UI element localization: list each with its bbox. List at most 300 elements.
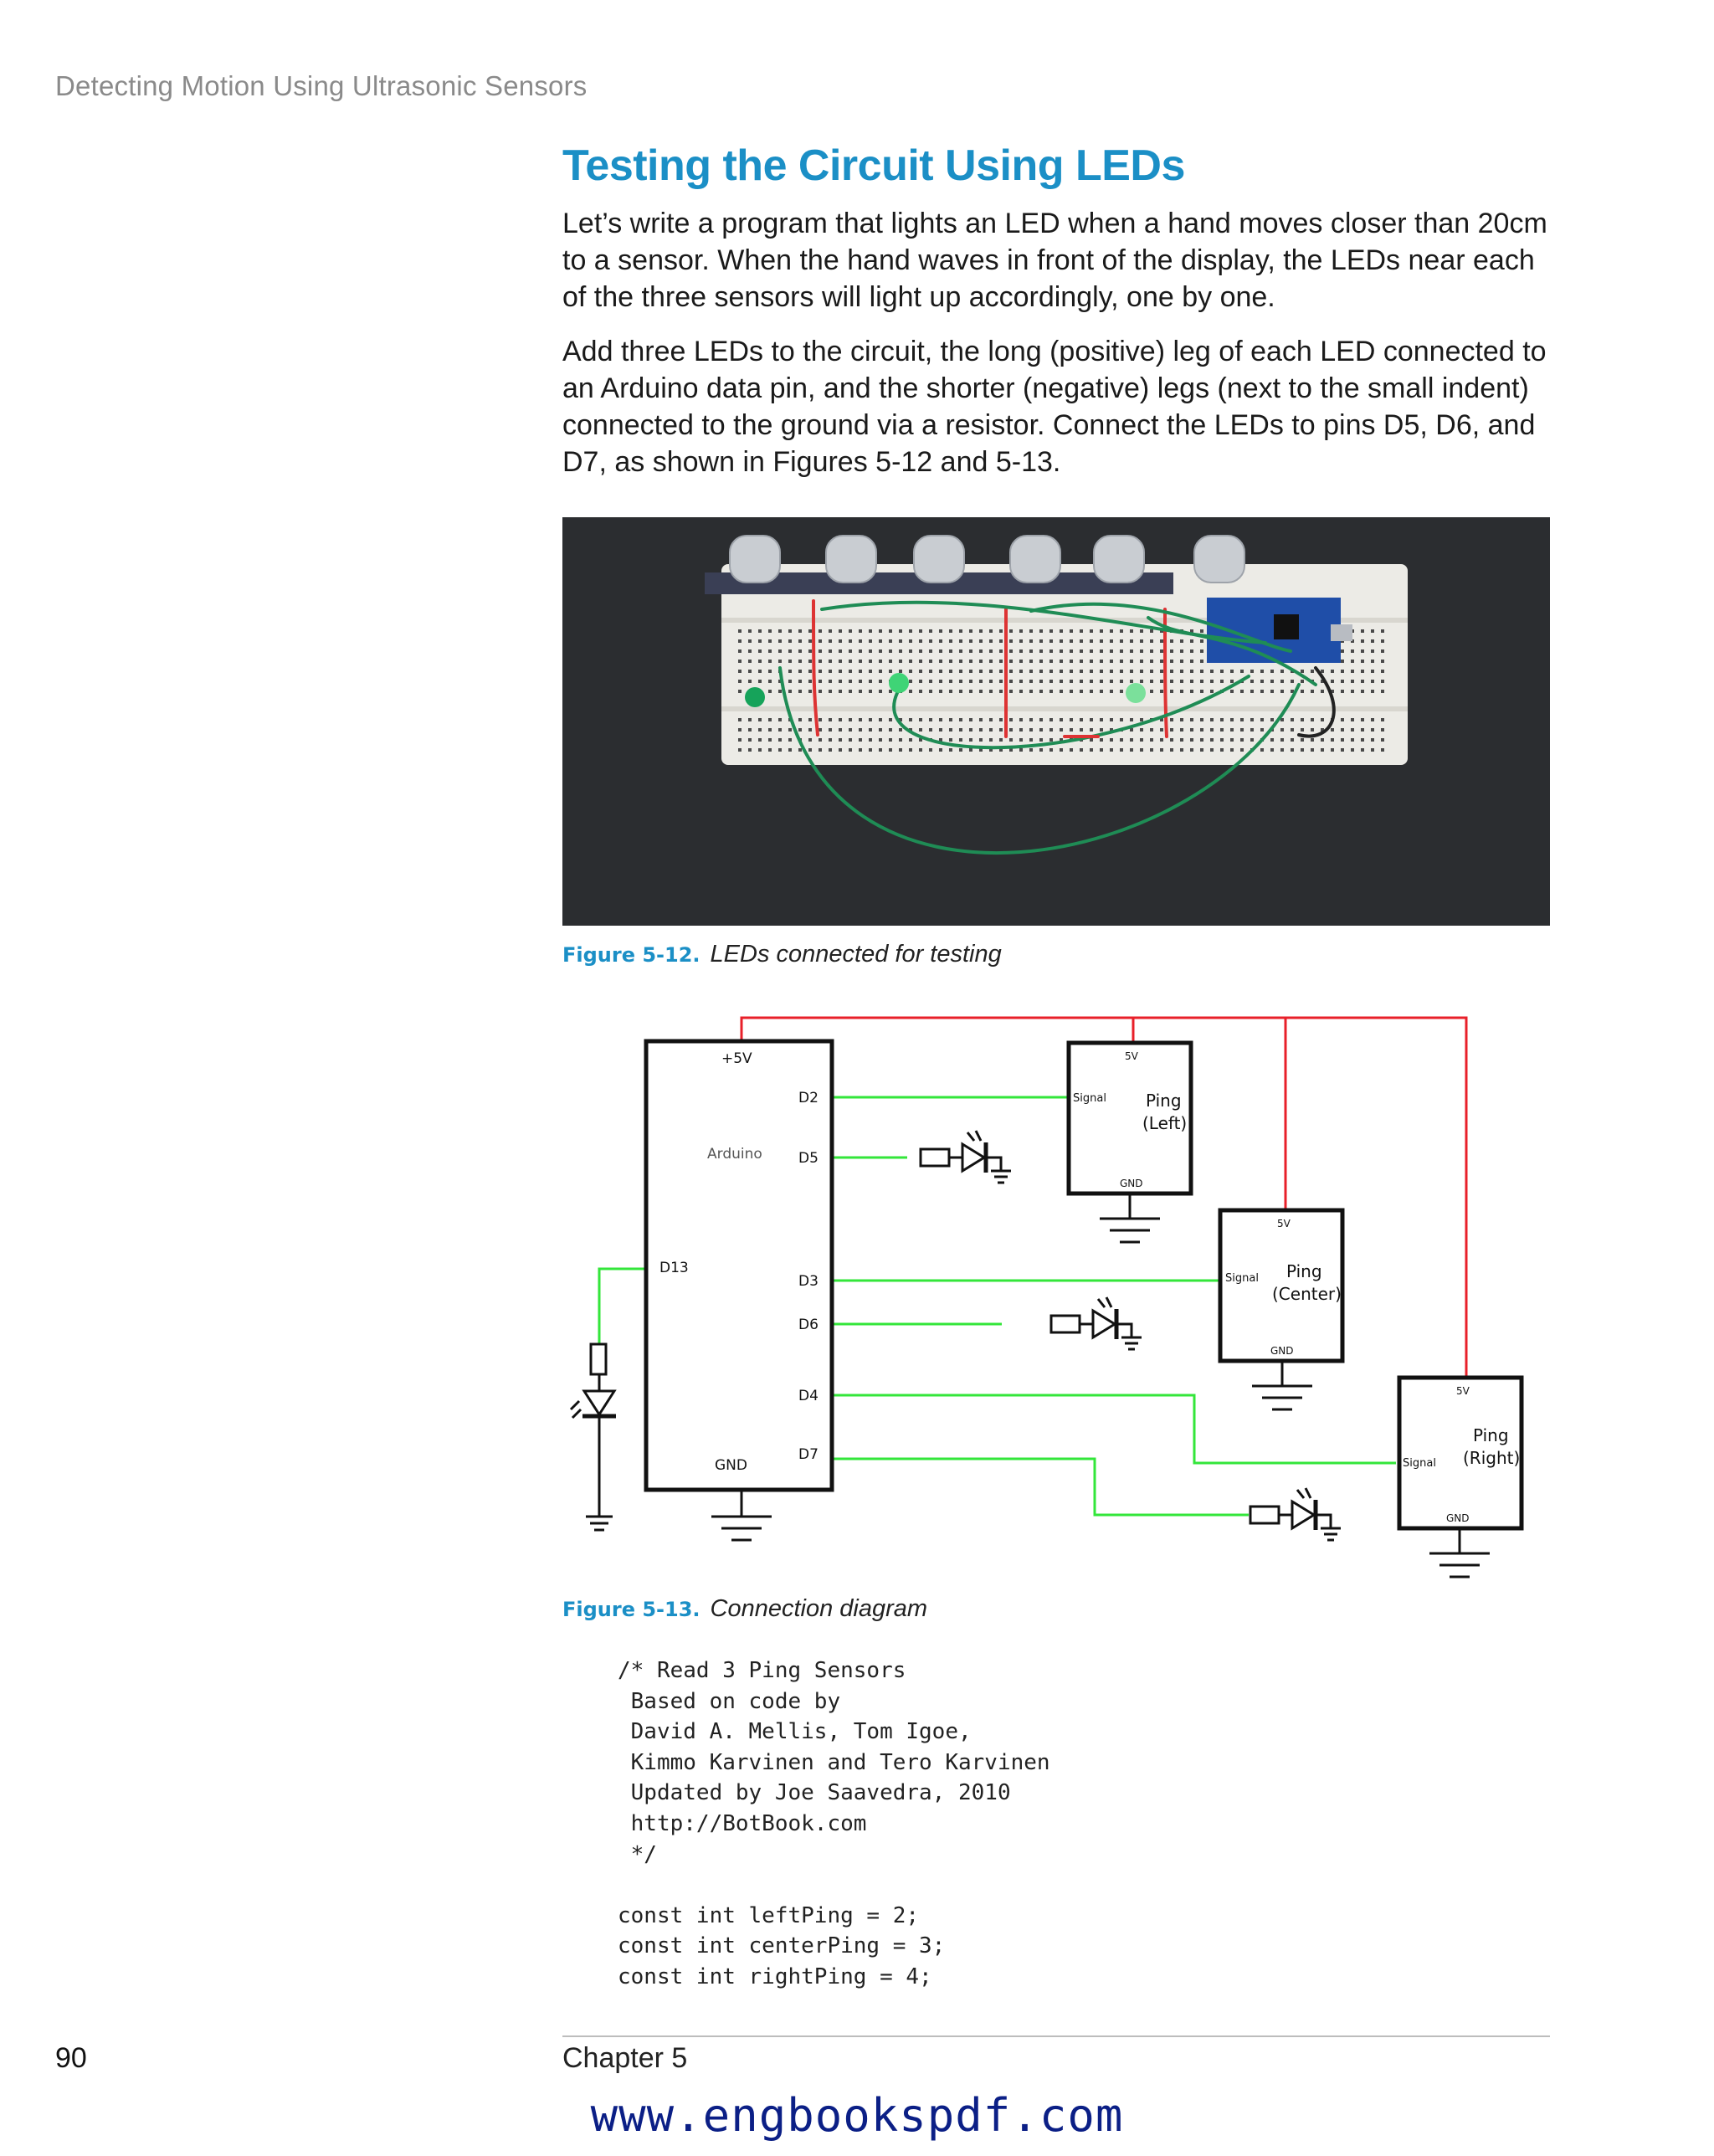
breadboard-hole <box>839 738 842 742</box>
led-resistor-group <box>1250 1488 1341 1540</box>
code-listing: /* Read 3 Ping Sensors Based on code by David A. Mellis, Tom Igoe, Kimmo Karvinen and Tero Karvinen Updated by Joe Saavedra, 2010 http://BotBook.com */ const int leftPing = 2; const int centerPing = 3; const int rightPing = 4; <box>618 1658 1050 1989</box>
breadboard-hole <box>999 660 1003 663</box>
breadboard-hole <box>1080 690 1083 693</box>
breadboard-hole <box>748 639 752 643</box>
breadboard-hole <box>1180 639 1183 643</box>
breadboard-hole <box>1130 649 1133 653</box>
breadboard-hole <box>768 639 772 643</box>
breadboard-hole <box>1110 660 1113 663</box>
breadboard-hole <box>778 738 782 742</box>
breadboard-hole <box>1110 680 1113 683</box>
breadboard-hole <box>1260 670 1264 673</box>
breadboard-hole <box>879 738 882 742</box>
breadboard-hole <box>1080 649 1083 653</box>
breadboard-hole <box>1100 660 1103 663</box>
breadboard-hole <box>808 649 812 653</box>
breadboard-hole <box>1361 649 1364 653</box>
breadboard-hole <box>929 728 932 732</box>
ultrasonic-transducer <box>730 536 780 583</box>
breadboard-hole <box>839 690 842 693</box>
breadboard-hole <box>1160 670 1163 673</box>
led-symbol <box>584 1391 614 1414</box>
breadboard-hole <box>1009 738 1013 742</box>
breadboard-hole <box>1321 670 1324 673</box>
breadboard-hole <box>768 728 772 732</box>
breadboard-hole <box>889 738 892 742</box>
breadboard-hole <box>1130 670 1133 673</box>
breadboard-hole <box>788 738 792 742</box>
breadboard-hole <box>758 680 762 683</box>
breadboard-hole <box>1039 738 1043 742</box>
breadboard-hole <box>1301 690 1304 693</box>
breadboard-hole <box>1110 649 1113 653</box>
breadboard-hole <box>1361 639 1364 643</box>
breadboard-hole <box>869 728 872 732</box>
breadboard-hole <box>1049 748 1053 752</box>
breadboard-hole <box>939 690 942 693</box>
breadboard-hole <box>1351 690 1354 693</box>
led-symbol <box>1292 1502 1314 1528</box>
breadboard-hole <box>1371 649 1374 653</box>
breadboard-hole <box>879 649 882 653</box>
breadboard-hole <box>1301 680 1304 683</box>
breadboard-hole <box>869 748 872 752</box>
breadboard-hole <box>1130 629 1133 633</box>
breadboard-hole <box>1381 748 1384 752</box>
breadboard-hole <box>1100 649 1103 653</box>
breadboard-hole <box>899 738 902 742</box>
breadboard-hole <box>1110 718 1113 721</box>
breadboard-hole <box>1060 680 1063 683</box>
breadboard-hole <box>959 670 962 673</box>
breadboard-hole <box>999 629 1003 633</box>
instructions-paragraph: Add three LEDs to the circuit, the long (positive) leg of each LED connected to an Arduino data pin, and the shorter (negative) legs (next to the small indent) connected to the ground via a resistor. Connect the LEDs to pins D5, D6, and D7, as shown in Figures 5-12 and 5-13. <box>562 336 1547 478</box>
breadboard-hole <box>1331 738 1334 742</box>
breadboard-hole <box>1060 660 1063 663</box>
breadboard-hole <box>778 649 782 653</box>
breadboard-hole <box>748 649 752 653</box>
breadboard-hole <box>1311 690 1314 693</box>
breadboard-hole <box>939 748 942 752</box>
ground-symbol <box>1100 1194 1160 1242</box>
breadboard-hole <box>959 718 962 721</box>
breadboard-hole <box>989 670 993 673</box>
breadboard-hole <box>1381 728 1384 732</box>
breadboard-hole <box>1140 629 1143 633</box>
breadboard-hole <box>1100 748 1103 752</box>
breadboard-hole <box>748 670 752 673</box>
breadboard-hole <box>1200 718 1203 721</box>
breadboard-hole <box>1180 718 1183 721</box>
breadboard-hole <box>1150 649 1153 653</box>
breadboard-hole <box>1150 660 1153 663</box>
breadboard-hole <box>1220 718 1224 721</box>
breadboard-hole <box>1090 748 1093 752</box>
breadboard-hole <box>1371 690 1374 693</box>
breadboard-hole <box>829 629 832 633</box>
breadboard-hole <box>869 670 872 673</box>
breadboard-hole <box>819 680 822 683</box>
breadboard-hole <box>989 728 993 732</box>
breadboard-hole <box>879 718 882 721</box>
breadboard-hole <box>738 690 742 693</box>
breadboard-hole <box>1009 639 1013 643</box>
breadboard-hole <box>778 690 782 693</box>
breadboard-hole <box>849 649 852 653</box>
breadboard-hole <box>1140 738 1143 742</box>
breadboard-hole <box>1150 748 1153 752</box>
ping-left-signal: Signal <box>1073 1092 1106 1105</box>
breadboard-hole <box>1291 728 1294 732</box>
breadboard-hole <box>798 660 802 663</box>
breadboard-hole <box>939 660 942 663</box>
breadboard-hole <box>869 629 872 633</box>
breadboard-hole <box>939 670 942 673</box>
resistor <box>1250 1507 1279 1523</box>
breadboard-hole <box>1351 718 1354 721</box>
breadboard-hole <box>1150 639 1153 643</box>
breadboard-hole <box>919 649 922 653</box>
breadboard-hole <box>949 718 952 721</box>
breadboard-hole <box>1210 680 1214 683</box>
breadboard-hole <box>1160 649 1163 653</box>
breadboard-hole <box>1371 660 1374 663</box>
breadboard-hole <box>1060 629 1063 633</box>
breadboard-hole <box>929 639 932 643</box>
ping-right-name: Ping <box>1473 1425 1509 1445</box>
breadboard-hole <box>939 718 942 721</box>
breadboard-hole <box>1029 748 1033 752</box>
breadboard-hole <box>1019 629 1023 633</box>
breadboard-hole <box>1170 738 1173 742</box>
breadboard-hole <box>1100 639 1103 643</box>
breadboard-hole <box>1321 738 1324 742</box>
breadboard-hole <box>939 649 942 653</box>
breadboard-hole <box>1341 649 1344 653</box>
breadboard-hole <box>899 728 902 732</box>
breadboard-hole <box>829 728 832 732</box>
breadboard-hole <box>738 738 742 742</box>
breadboard-hole <box>1341 738 1344 742</box>
breadboard-hole <box>819 649 822 653</box>
breadboard-hole <box>979 718 983 721</box>
breadboard-hole <box>1070 649 1073 653</box>
breadboard-hole <box>1160 738 1163 742</box>
breadboard-hole <box>1160 660 1163 663</box>
breadboard-hole <box>839 629 842 633</box>
breadboard-hole <box>1120 738 1123 742</box>
breadboard-hole <box>1110 738 1113 742</box>
breadboard-hole <box>1210 738 1214 742</box>
breadboard-hole <box>839 680 842 683</box>
breadboard-hole <box>1301 748 1304 752</box>
breadboard-hole <box>758 738 762 742</box>
breadboard-hole <box>758 629 762 633</box>
breadboard-hole <box>1080 629 1083 633</box>
breadboard-hole <box>758 718 762 721</box>
breadboard-hole <box>859 639 862 643</box>
breadboard-hole <box>748 748 752 752</box>
breadboard-hole <box>1009 649 1013 653</box>
breadboard-hole <box>979 649 983 653</box>
breadboard-hole <box>849 718 852 721</box>
figure-caption-text: Connection diagram <box>710 1595 928 1622</box>
led-green <box>1126 683 1146 703</box>
breadboard-hole <box>879 639 882 643</box>
breadboard-hole <box>1260 680 1264 683</box>
breadboard-hole <box>1270 670 1274 673</box>
breadboard-hole <box>808 670 812 673</box>
breadboard-hole <box>979 629 983 633</box>
ping-left-side: (Left) <box>1142 1113 1188 1133</box>
breadboard-hole <box>849 670 852 673</box>
breadboard-hole <box>1341 690 1344 693</box>
breadboard-hole <box>869 649 872 653</box>
breadboard-hole <box>909 670 912 673</box>
ultrasonic-transducer <box>914 536 964 583</box>
breadboard-hole <box>1009 670 1013 673</box>
breadboard-hole <box>1170 649 1173 653</box>
breadboard-hole <box>839 728 842 732</box>
breadboard-hole <box>829 690 832 693</box>
breadboard-hole <box>1210 690 1214 693</box>
breadboard-hole <box>1341 718 1344 721</box>
breadboard-hole <box>819 639 822 643</box>
breadboard-hole <box>979 738 983 742</box>
breadboard-hole <box>1080 639 1083 643</box>
ping-right-gnd: GND <box>1446 1512 1470 1524</box>
breadboard-hole <box>1039 690 1043 693</box>
breadboard-hole <box>1260 690 1264 693</box>
breadboard-hole <box>798 639 802 643</box>
signal-line-d4 <box>832 1395 1396 1463</box>
breadboard-hole <box>1190 670 1193 673</box>
breadboard-hole <box>1019 670 1023 673</box>
breadboard-hole <box>1049 728 1053 732</box>
breadboard-hole <box>738 748 742 752</box>
breadboard-hole <box>1060 690 1063 693</box>
breadboard-hole <box>1009 690 1013 693</box>
breadboard-hole <box>1070 690 1073 693</box>
breadboard-hole <box>1120 649 1123 653</box>
breadboard-hole <box>1240 738 1244 742</box>
breadboard-hole <box>919 718 922 721</box>
breadboard-hole <box>1301 738 1304 742</box>
breadboard-hole <box>1250 690 1254 693</box>
breadboard-hole <box>1371 728 1374 732</box>
breadboard-hole <box>929 748 932 752</box>
pin-d2-label: D2 <box>798 1090 819 1106</box>
led-symbol <box>962 1144 984 1171</box>
breadboard-hole <box>1090 728 1093 732</box>
breadboard-hole <box>1009 629 1013 633</box>
breadboard-hole <box>889 670 892 673</box>
breadboard-hole <box>1371 738 1374 742</box>
breadboard-hole <box>859 748 862 752</box>
breadboard-hole <box>1120 680 1123 683</box>
breadboard-hole <box>999 639 1003 643</box>
breadboard-hole <box>969 718 972 721</box>
breadboard-hole <box>1120 748 1123 752</box>
breadboard-hole <box>778 748 782 752</box>
breadboard-hole <box>778 639 782 643</box>
breadboard-hole <box>839 660 842 663</box>
ping-left-name: Ping <box>1146 1091 1182 1111</box>
connection-diagram-svg <box>562 1004 1550 1590</box>
breadboard-hole <box>1070 748 1073 752</box>
resistor <box>921 1149 949 1166</box>
breadboard-hole <box>1160 639 1163 643</box>
breadboard-hole <box>1029 660 1033 663</box>
breadboard-hole <box>1110 748 1113 752</box>
ping-right-vcc: 5V <box>1456 1385 1470 1397</box>
breadboard-hole <box>889 748 892 752</box>
breadboard-hole <box>808 680 812 683</box>
breadboard-hole <box>1351 670 1354 673</box>
breadboard-hole <box>1060 728 1063 732</box>
breadboard-hole <box>1341 680 1344 683</box>
breadboard-hole <box>1361 718 1364 721</box>
ping-center-vcc: 5V <box>1277 1218 1291 1229</box>
breadboard-hole <box>1170 748 1173 752</box>
d13-led-group <box>571 1344 616 1530</box>
breadboard-hole <box>1180 748 1183 752</box>
breadboard-hole <box>1100 728 1103 732</box>
breadboard-hole <box>788 728 792 732</box>
breadboard-hole <box>758 670 762 673</box>
breadboard-hole <box>1090 680 1093 683</box>
breadboard-hole <box>1019 649 1023 653</box>
breadboard-hole <box>949 728 952 732</box>
breadboard-hole <box>1150 670 1153 673</box>
breadboard-hole <box>909 639 912 643</box>
breadboard-hole <box>999 728 1003 732</box>
breadboard-hole <box>1120 718 1123 721</box>
breadboard-hole <box>919 748 922 752</box>
breadboard-hole <box>879 629 882 633</box>
ping-left-vcc: 5V <box>1125 1050 1138 1062</box>
breadboard-hole <box>1009 680 1013 683</box>
breadboard-hole <box>879 748 882 752</box>
ping-center-name: Ping <box>1286 1261 1322 1281</box>
pin-d4-label: D4 <box>798 1388 819 1404</box>
breadboard-hole <box>798 748 802 752</box>
led-resistor-group <box>1051 1297 1142 1349</box>
breadboard-hole <box>1260 748 1264 752</box>
breadboard-hole <box>1280 680 1284 683</box>
breadboard-hole <box>748 728 752 732</box>
breadboard-hole <box>1110 639 1113 643</box>
breadboard-hole <box>1210 728 1214 732</box>
breadboard-hole <box>949 649 952 653</box>
breadboard-hole <box>1291 718 1294 721</box>
breadboard-hole <box>1361 629 1364 633</box>
breadboard-hole <box>798 728 802 732</box>
breadboard-hole <box>1250 670 1254 673</box>
pin-d3-label: D3 <box>798 1273 819 1290</box>
breadboard-hole <box>1039 728 1043 732</box>
breadboard-hole <box>1371 718 1374 721</box>
breadboard-hole <box>1049 639 1053 643</box>
breadboard-hole <box>849 680 852 683</box>
breadboard-hole <box>1170 639 1173 643</box>
breadboard-hole <box>1029 649 1033 653</box>
breadboard-hole <box>819 670 822 673</box>
breadboard-hole <box>919 728 922 732</box>
breadboard-hole <box>839 649 842 653</box>
breadboard-hole <box>969 639 972 643</box>
breadboard-hole <box>1029 629 1033 633</box>
breadboard-hole <box>788 748 792 752</box>
breadboard-hole <box>909 680 912 683</box>
breadboard-hole <box>869 690 872 693</box>
breadboard-hole <box>899 639 902 643</box>
breadboard-hole <box>1180 670 1183 673</box>
breadboard-hole <box>1381 680 1384 683</box>
breadboard-hole <box>889 718 892 721</box>
figure-label: Figure 5-12. <box>562 943 700 967</box>
breadboard-hole <box>959 629 962 633</box>
breadboard-hole <box>1060 649 1063 653</box>
figure-caption-5-12 <box>562 941 1002 968</box>
breadboard-hole <box>1331 670 1334 673</box>
breadboard-hole <box>849 629 852 633</box>
breadboard-hole <box>1120 670 1123 673</box>
breadboard-hole <box>959 738 962 742</box>
breadboard-hole <box>929 649 932 653</box>
resistor <box>591 1344 606 1374</box>
breadboard-hole <box>849 660 852 663</box>
breadboard-hole <box>829 639 832 643</box>
breadboard-hole <box>1049 660 1053 663</box>
breadboard-hole <box>1291 680 1294 683</box>
breadboard-hole <box>969 629 972 633</box>
breadboard-hole <box>1190 660 1193 663</box>
breadboard-hole <box>768 670 772 673</box>
breadboard-hole <box>929 670 932 673</box>
breadboard-hole <box>788 660 792 663</box>
breadboard-hole <box>738 680 742 683</box>
breadboard-hole <box>1361 748 1364 752</box>
signal-line-d13 <box>599 1269 646 1344</box>
breadboard-hole <box>859 718 862 721</box>
breadboard-hole <box>949 670 952 673</box>
breadboard-hole <box>929 629 932 633</box>
breadboard-hole <box>1039 718 1043 721</box>
arduino-gnd-label: GND <box>715 1457 747 1474</box>
breadboard-hole <box>1060 670 1063 673</box>
breadboard-hole <box>1140 660 1143 663</box>
breadboard-hole <box>909 718 912 721</box>
breadboard-hole <box>1220 728 1224 732</box>
breadboard-hole <box>738 649 742 653</box>
breadboard-hole <box>969 670 972 673</box>
breadboard-hole <box>1080 660 1083 663</box>
breadboard-hole <box>1100 670 1103 673</box>
breadboard-hole <box>1361 728 1364 732</box>
breadboard-hole <box>859 649 862 653</box>
breadboard-hole <box>1029 670 1033 673</box>
breadboard-hole <box>949 660 952 663</box>
breadboard-hole <box>1200 748 1203 752</box>
breadboard-hole <box>768 738 772 742</box>
breadboard-hole <box>1351 649 1354 653</box>
breadboard-hole <box>879 728 882 732</box>
breadboard-hole <box>758 728 762 732</box>
breadboard-hole <box>829 680 832 683</box>
breadboard-hole <box>1280 748 1284 752</box>
breadboard-hole <box>808 660 812 663</box>
